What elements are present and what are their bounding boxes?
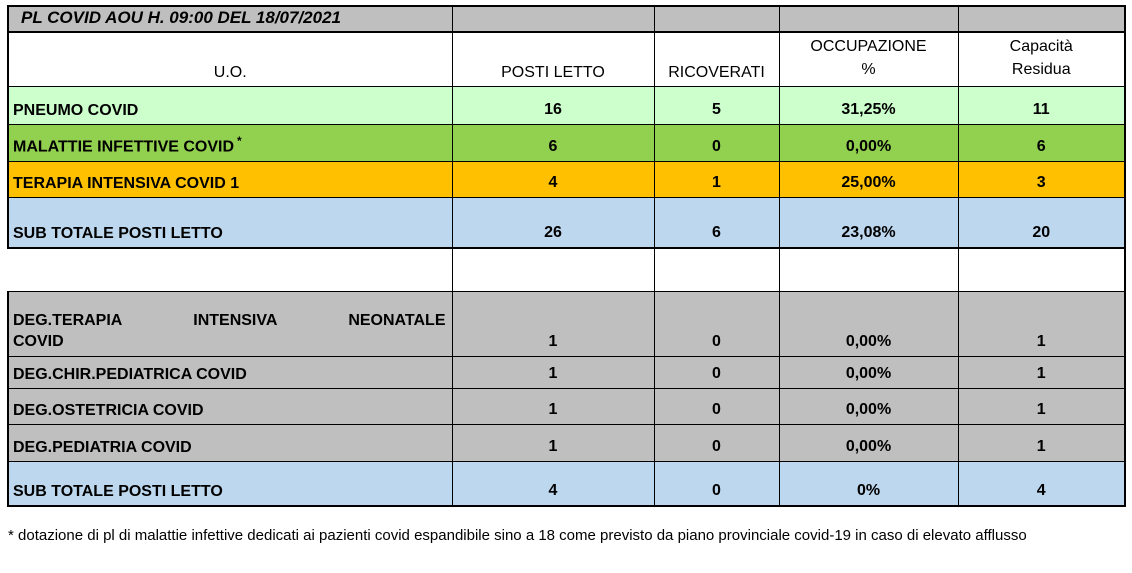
title-blank-cell <box>654 6 779 32</box>
empty-cell <box>8 248 452 291</box>
cell-posti-letto: 1 <box>452 356 654 388</box>
cell-uo: DEG.PEDIATRIA COVID <box>8 424 452 461</box>
cell-uo <box>8 291 452 356</box>
empty-cell <box>958 248 1125 291</box>
cell-capacita-residua: 6 <box>958 124 1125 161</box>
title-blank-cell <box>452 6 654 32</box>
cell-posti-letto: 1 <box>452 388 654 424</box>
cell-capacita-residua: 1 <box>958 388 1125 424</box>
page-title: PL COVID AOU H. 09:00 DEL 18/07/2021 <box>8 6 452 32</box>
cell-posti-letto: 1 <box>452 424 654 461</box>
spacer-row <box>8 248 1125 291</box>
column-header-occupazione-line1: OCCUPAZIONE <box>810 38 927 56</box>
row-label-line1: DEG.TERAPIA INTENSIVA NEONATALE <box>13 311 446 329</box>
cell-uo: DEG.CHIR.PEDIATRICA COVID <box>8 356 452 388</box>
cell-posti-letto: 6 <box>452 124 654 161</box>
cell-uo: TERAPIA INTENSIVA COVID 1 <box>8 161 452 197</box>
column-header-capacita-residua <box>958 32 1125 86</box>
cell-ricoverati: 0 <box>654 291 779 356</box>
table-row-terapia-intensiva-covid-1 <box>8 161 1125 197</box>
cell-ricoverati: 0 <box>654 461 779 506</box>
cell-uo: DEG.OSTETRICIA COVID <box>8 388 452 424</box>
cell-capacita-residua: 1 <box>958 291 1125 356</box>
cell-ricoverati: 0 <box>654 124 779 161</box>
cell-posti-letto: 26 <box>452 197 654 248</box>
title-row <box>8 6 1125 32</box>
column-header-posti-letto: POSTI LETTO <box>452 32 654 86</box>
cell-ricoverati: 6 <box>654 197 779 248</box>
table-row-pneumo-covid <box>8 86 1125 124</box>
column-header-capacita-line1: Capacità <box>1009 38 1073 56</box>
cell-occupazione: 0,00% <box>779 356 958 388</box>
cell-capacita-residua: 3 <box>958 161 1125 197</box>
cell-capacita-residua: 20 <box>958 197 1125 248</box>
cell-occupazione: 0,00% <box>779 388 958 424</box>
cell-posti-letto: 16 <box>452 86 654 124</box>
cell-capacita-residua: 11 <box>958 86 1125 124</box>
cell-ricoverati: 5 <box>654 86 779 124</box>
cell-posti-letto: 4 <box>452 161 654 197</box>
footnote: * dotazione di pl di malattie infettive dedicati ai pazienti covid espandibile sino a 18 come previsto da piano provinciale covid-19 in caso di elevato afflusso <box>8 527 1027 544</box>
table-row-deg-terapia-intensiva-neonatale-covid <box>8 291 1125 356</box>
empty-cell <box>654 248 779 291</box>
empty-cell <box>779 248 958 291</box>
empty-cell <box>452 248 654 291</box>
cell-uo: SUB TOTALE POSTI LETTO <box>8 197 452 248</box>
cell-uo: PNEUMO COVID <box>8 86 452 124</box>
column-header-ricoverati: RICOVERATI <box>654 32 779 86</box>
cell-ricoverati: 0 <box>654 424 779 461</box>
footnote-marker: * <box>237 134 242 149</box>
table-row-deg-pediatria-covid <box>8 424 1125 461</box>
table-row-malattie-infettive-covid <box>8 124 1125 161</box>
column-header-capacita-line2: Residua <box>1011 61 1071 79</box>
cell-posti-letto: 1 <box>452 291 654 356</box>
column-header-uo: U.O. <box>8 32 452 86</box>
row-label-line2: COVID <box>13 333 64 351</box>
title-blank-cell <box>779 6 958 32</box>
column-header-occupazione <box>779 32 958 86</box>
table-row-deg-ostetricia-covid <box>8 388 1125 424</box>
cell-occupazione: 0,00% <box>779 124 958 161</box>
title-blank-cell <box>958 6 1125 32</box>
cell-ricoverati: 0 <box>654 356 779 388</box>
cell-ricoverati: 1 <box>654 161 779 197</box>
cell-ricoverati: 0 <box>654 388 779 424</box>
table-row-sub-totale-posti-letto-1 <box>8 197 1125 248</box>
cell-uo: SUB TOTALE POSTI LETTO <box>8 461 452 506</box>
cell-uo <box>8 124 452 161</box>
cell-occupazione: 23,08% <box>779 197 958 248</box>
cell-capacita-residua: 4 <box>958 461 1125 506</box>
cell-occupazione: 25,00% <box>779 161 958 197</box>
covid-beds-table <box>7 5 1126 507</box>
cell-occupazione: 31,25% <box>779 86 958 124</box>
cell-occupazione: 0,00% <box>779 291 958 356</box>
cell-capacita-residua: 1 <box>958 356 1125 388</box>
cell-occupazione: 0,00% <box>779 424 958 461</box>
header-row <box>8 32 1125 86</box>
cell-occupazione: 0% <box>779 461 958 506</box>
column-header-occupazione-line2: % <box>861 61 876 79</box>
cell-posti-letto: 4 <box>452 461 654 506</box>
row-label: MALATTIE INFETTIVE COVID <box>13 138 235 156</box>
cell-capacita-residua: 1 <box>958 424 1125 461</box>
table-row-deg-chir-pediatrica-covid <box>8 356 1125 388</box>
table-row-sub-totale-posti-letto-2 <box>8 461 1125 506</box>
